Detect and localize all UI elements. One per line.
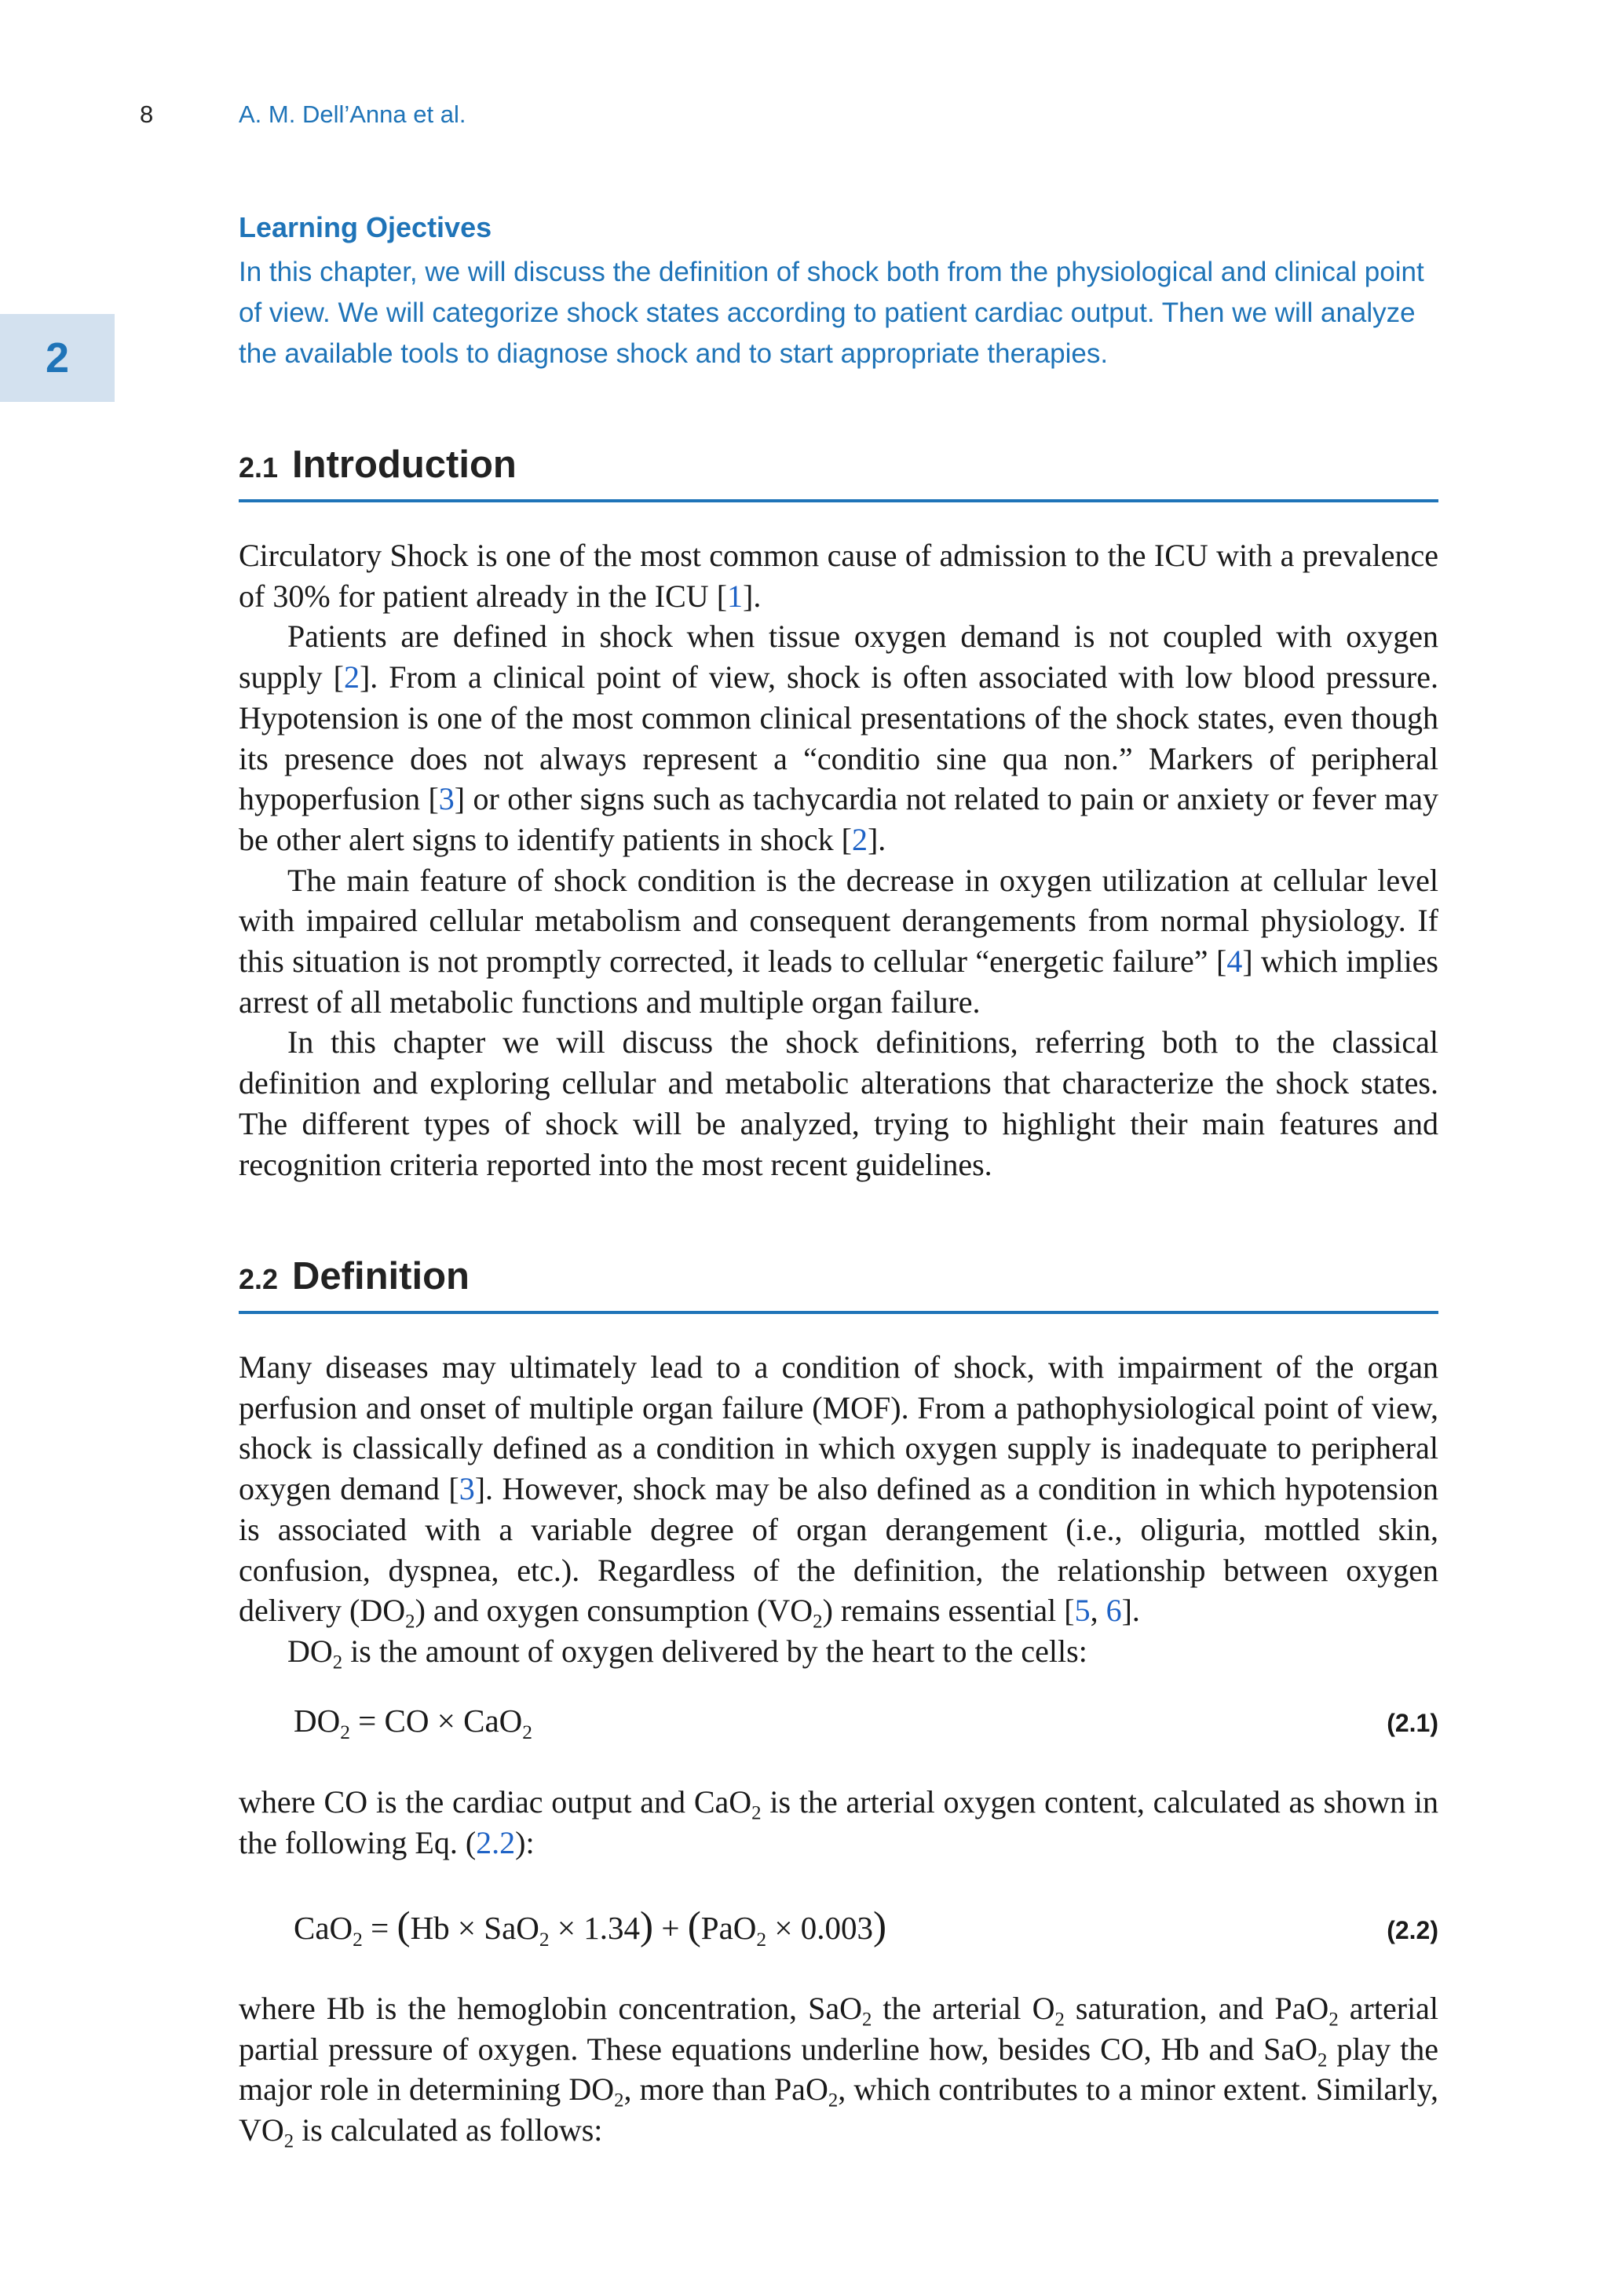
equation-number: (2.2): [1387, 1916, 1438, 1944]
definition-body: [239, 1347, 1438, 1672]
paragraph: Patients are defined in shock when tissue oxygen demand is not coupled with oxygen supply [2]. From a clinical point of view, shock is often associated with low blood pressure. Hypotension is one of the most common clinical presentations of the shock states, even though its presence does not always represent a “conditio sine qua non.” Markers of peripheral hypoperfusion [3] or other signs such as tachycardia not related to pain or anxiety or fever may be other alert signs to identify patients in shock [2].: [239, 619, 1438, 857]
learning-objectives-title: Learning Ojectives: [239, 211, 492, 243]
paragraph: Circulatory Shock is one of the most common cause of admission to the ICU with a prevalence of 30% for patient already in the ICU [1].: [239, 538, 1438, 614]
citation-link[interactable]: 4: [1226, 944, 1243, 980]
learning-objectives-box: [239, 210, 1438, 374]
equation-number: (2.1): [1387, 1709, 1438, 1737]
section-number: 2.2: [239, 1263, 279, 1295]
page-number: 8: [140, 100, 154, 128]
citation-link[interactable]: 1: [727, 578, 744, 614]
equation-link[interactable]: 2.2: [476, 1824, 516, 1860]
learning-objectives-text: In this chapter, we will discuss the definition of shock both from the physiological and clinical point of view. We will categorize shock states according to patient cardiac output. Then we will analyze the available tools to diagnose shock and to start appropriate therapies.: [239, 257, 1424, 369]
chapter-tab: 2: [0, 314, 115, 402]
introduction-body: [239, 535, 1438, 1185]
section-number: 2.1: [239, 451, 279, 484]
paragraph: Many diseases may ultimately lead to a condition of shock, with impairment of the organ perfusion and onset of multiple organ failure (MOF). From a pathophysiological point of view, shock is classically defined as a condition in which oxygen supply is inadequate to peripheral oxygen demand [3]. However, shock may be also defined as a condition in which hypotension is associated with a variable degree of organ derangement (i.e., oliguria, mottled skin, confusion, dyspnea, etc.). Regardless of the definition, the relationship between oxygen delivery $(DO_2)$ and oxygen consumption $(VO_2)$ remains essential [5, 6].: [239, 1349, 1439, 1633]
citation-link[interactable]: 5: [1074, 1593, 1091, 1629]
citation-link[interactable]: 3: [459, 1471, 475, 1507]
section-title: Definition: [292, 1255, 470, 1298]
paragraph: where CO is the cardiac output and CaO$_2$ is the arterial oxygen content, calculated as shown in the following Eq. (2.2):: [239, 1784, 1438, 1860]
section-heading-definition: [239, 1254, 1438, 1314]
paragraph: $DO_2$ is the amount of oxygen delivered by the heart to the cells:: [287, 1633, 1087, 1674]
running-head: A. M. Dell’Anna et al.: [239, 100, 466, 128]
citation-link[interactable]: 2: [343, 659, 360, 695]
section-title: Introduction: [292, 444, 517, 486]
section-heading-introduction: [239, 443, 1438, 502]
citation-link[interactable]: 3: [438, 781, 455, 817]
equation-expression: CaO$_2$ = (Hb × SaO$_2$ × 1.34) + (PaO$_2$ × 0.003): [294, 1904, 887, 1951]
equation-2-1: [294, 1702, 1438, 1743]
paragraph: In this chapter we will discuss the shock definitions, referring both to the classical definition and exploring cellular and metabolic alterations that characterize the shock states. The different types of shock will be analyzed, trying to highlight their main features and recognition criteria reported into the most recent guidelines.: [239, 1024, 1438, 1182]
citation-link[interactable]: 2: [851, 821, 868, 857]
equation-expression: $DO_2$ = CO × CaO$_2$: [294, 1703, 532, 1743]
equation-2-2: [294, 1903, 1438, 1949]
paragraph: where Hb is the hemoglobin concentration, SaO$_2$ the arterial $O_2$ saturation, and PaO$_2$ arterial partial pressure of oxygen. These equations underline how, besides CO, Hb and SaO$_2$ play the major role in determining $DO_2$, more than PaO$_2$, which contributes to a minor extent. Similarly, $VO_2$ is calculated as follows:: [239, 1991, 1439, 2152]
citation-link[interactable]: 6: [1106, 1593, 1122, 1629]
paragraph: The main feature of shock condition is the decrease in oxygen utilization at cellular level with impaired cellular metabolism and consequent derangements from normal physiology. If this situation is not promptly corrected, it leads to cellular “energetic failure” [4] which implies arrest of all metabolic functions and multiple organ failure.: [239, 862, 1438, 1020]
